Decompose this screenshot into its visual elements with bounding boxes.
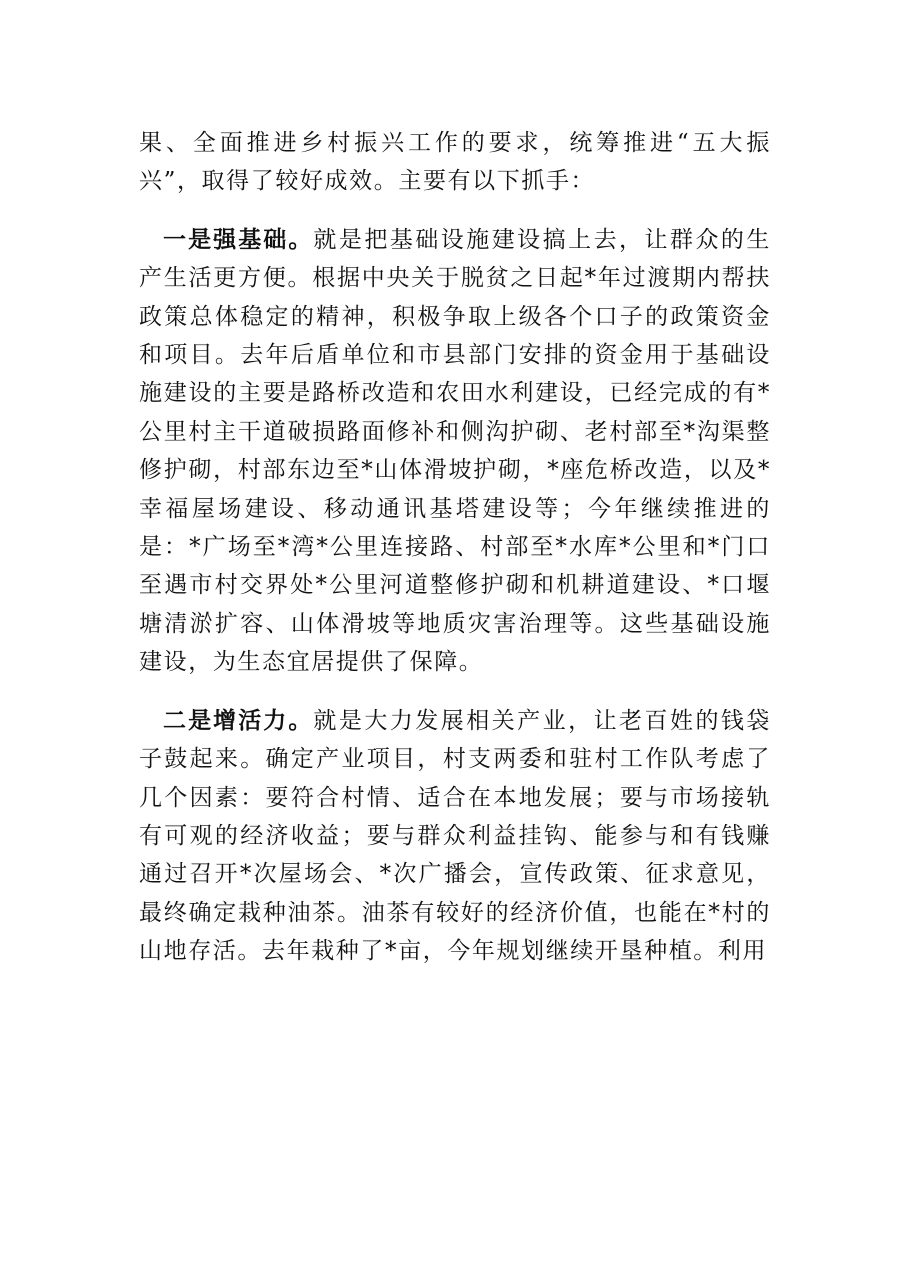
document-body (139, 124, 771, 971)
paragraph-gap (139, 682, 771, 702)
paragraph-strengthen-foundation (139, 221, 771, 682)
paragraph-intro-continuation (139, 124, 771, 201)
paragraph-lead-heading: 二是增活力。 (163, 707, 314, 734)
paragraph-text: 就是大力发展相关产业，让老百姓的钱袋子鼓起来。确定产业项目，村支两委和驻村工作队考虑了几个因素：要符合村情、适合在本地发展；要与市场接轨有可观的经济收益；要与群众利益挂钩、能参与和有钱赚通过召开*次屋场会、*次广播会，宣传政策、征求意见，最终确定栽种油茶。油茶有较好的经济价值，也能在*村的山地存活。去年栽种了*亩，今年规划继续开垦种植。利用 (139, 707, 771, 965)
paragraph-text: 果、全面推进乡村振兴工作的要求，统筹推进“五大振兴”，取得了较好成效。主要有以下抓手： (139, 130, 771, 195)
paragraph-text: 就是把基础设施建设搞上去，让群众的生产生活更方便。根据中央关于脱贫之日起*年过渡期内帮扶政策总体稳定的精神，积极争取上级各个口子的政策资金和项目。去年后盾单位和市县部门安排的资金用于基础设施建设的主要是路桥改造和农田水利建设，已经完成的有*公里村主干道破损路面修补和侧沟护砌、老村部至*沟渠整修护砌，村部东边至*山体滑坡护砌，*座危桥改造，以及*幸福屋场建设、移动通讯基塔建设等；今年继续推进的是：*广场至*湾*公里连接路、村部至*水库*公里和*门口至遇市村交界处*公里河道整修护砌和机耕道建设、*口堰塘清淤扩容、山体滑坡等地质灾害治理等。这些基础设施建设，为生态宜居提供了保障。 (139, 226, 771, 676)
paragraph-gap (139, 201, 771, 221)
paragraph-increase-vitality (139, 702, 771, 971)
paragraph-lead-heading: 一是强基础。 (163, 226, 314, 253)
